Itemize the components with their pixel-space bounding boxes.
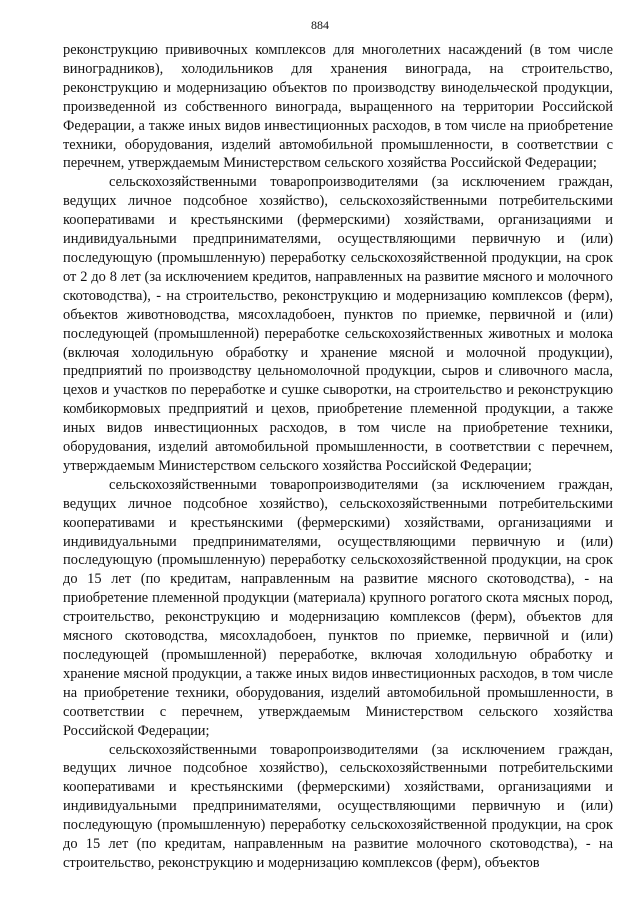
paragraph: сельскохозяйственными товаропроизводителями (за исключением граждан, ведущих личное подсобное хозяйство), сельскохозяйственными потребительскими кооперативами и крестьянскими (фермерскими) хозяйствами, организациями и индивидуальными предпринимателями, осуществляющими первичную и (или) последующую (промышленную) переработку сельскохозяйственной продукции, на срок до 15 лет (по кредитам, направленным на развитие молочного скотоводства), - на строительство, реконструкцию и модернизацию комплексов (ферм), объектов (63, 741, 613, 871)
page-number: 884 (311, 18, 329, 32)
document-body (63, 41, 613, 873)
paragraph: сельскохозяйственными товаропроизводителями (за исключением граждан, ведущих личное подсобное хозяйство), сельскохозяйственными потребительскими кооперативами и крестьянскими (фермерскими) хозяйствами, организациями и индивидуальными предпринимателями, осуществляющими первичную и (или) последующую (промышленную) переработку сельскохозяйственной продукции, на срок до 15 лет (по кредитам, направленным на развитие мясного скотоводства), - на приобретение племенной продукции (материала) крупного рогатого скота мясных пород, строительство, реконструкцию и модернизацию комплексов (ферм), объектов для мясного скотоводства, мясохладобоен, пунктов по приемке, первичной и (или) последующей (промышленной) переработке, включая холодильную обработку и хранение мясной продукции, а также иных видов инвестиционных расходов, в том числе на приобретение техники, оборудования, изделий автомобильной промышленности, в соответствии с перечнем, утверждаемым Министерством сельского хозяйства Российской Федерации; (63, 476, 613, 739)
paragraph-continuation: реконструкцию прививочных комплексов для многолетних насаждений (в том числе виноградников), холодильников для хранения винограда, на строительство, реконструкцию и модернизацию объектов по производству винодельческой продукции, произведенной из собственного винограда, выращенного на территории Российской Федерации, а также иных видов инвестиционных расходов, в том числе на приобретение техники, оборудования, изделий автомобильной промышленности, в соответствии с перечнем, утверждаемым Министерством сельского хозяйства Российской Федерации; (63, 42, 613, 172)
paragraph: сельскохозяйственными товаропроизводителями (за исключением граждан, ведущих личное подсобное хозяйство), сельскохозяйственными потребительскими кооперативами и крестьянскими (фермерскими) хозяйствами, организациями и индивидуальными предпринимателями, осуществляющими первичную и (или) последующую (промышленную) переработку сельскохозяйственной продукции, на срок от 2 до 8 лет (за исключением кредитов, направленных на развитие мясного и молочного скотоводства), - на строительство, реконструкцию и модернизацию комплексов (ферм), объектов животноводства, мясохладобоен, пунктов по приемке, первичной и (или) последующей (промышленной) переработке сельскохозяйственных животных и молока (включая холодильную обработку и хранение мясной и молочной продукции), предприятий по производству цельномолочной продукции, сыров и сливочного масла, цехов и участков по переработке и сушке сыворотки, на строительство и реконструкцию комбикормовых предприятий и цехов, приобретение племенной продукции, а также иных видов инвестиционных расходов, в том числе на приобретение техники, оборудования, изделий автомобильной промышленности, в соответствии с перечнем, утверждаемым Министерством сельского хозяйства Российской Федерации; (63, 174, 613, 474)
